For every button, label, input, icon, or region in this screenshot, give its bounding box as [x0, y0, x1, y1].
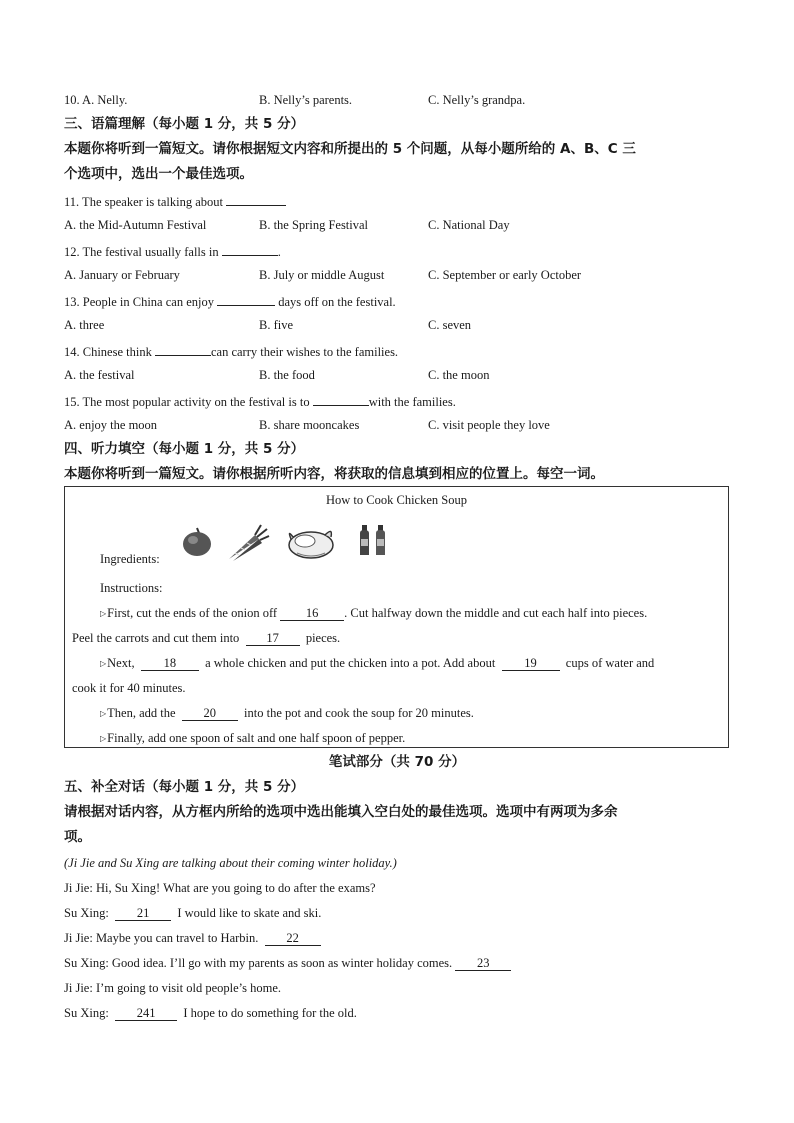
blank-22: 22	[265, 931, 321, 946]
q11-option-a: A. the Mid-Autumn Festival	[64, 218, 207, 232]
instructions-label: Instructions:	[100, 581, 163, 595]
question-11: 11. The speaker is talking about	[64, 192, 286, 210]
q14-option-b: B. the food	[259, 368, 315, 382]
q12-option-a: A. January or February	[64, 268, 180, 282]
dialogue-line: Ji Jie: Hi, Su Xing! What are you going to do after the exams?	[64, 881, 376, 895]
chicken-icon	[285, 523, 337, 561]
blank-19: 19	[502, 656, 560, 671]
answer-blank	[313, 392, 369, 406]
q13-option-a: A. three	[64, 318, 105, 332]
blank-21: 21	[115, 906, 171, 921]
dialogue-line: Su Xing: 241 I hope to do something for the old.	[64, 1006, 357, 1020]
answer-blank	[226, 192, 286, 206]
onion-icon	[180, 525, 214, 559]
q10-option-c: C. Nelly’s grandpa.	[428, 93, 526, 107]
answer-blank	[222, 242, 278, 256]
blank-20: 20	[182, 706, 238, 721]
blank-18: 18	[141, 656, 199, 671]
q14-option-a: A. the festival	[64, 368, 135, 382]
q12-option-c: C. September or early October	[428, 268, 582, 282]
recipe-title: How to Cook Chicken Soup	[326, 493, 467, 507]
answer-blank	[155, 342, 211, 356]
blank-24: 241	[115, 1006, 177, 1021]
question-14: 14. Chinese think can carry their wishes to the families.	[64, 342, 398, 360]
part3-heading: 三、语篇理解（每小题 1 分，共 5 分）	[64, 116, 305, 132]
q10-option-b: B. Nelly’s parents.	[259, 93, 353, 107]
dialogue-line: Su Xing: 21 I would like to skate and ski.	[64, 906, 322, 920]
part5-heading: 五、补全对话（每小题 1 分，共 5 分）	[64, 779, 305, 795]
recipe-box	[64, 486, 729, 748]
written-part-heading: 笔试部分（共 70 分）	[328, 754, 466, 770]
blank-23: 23	[455, 956, 511, 971]
part5-instruction-line1: 请根据对话内容，从方框内所给的选项中选出能填入空白处的最佳选项。选项中有两项为多余	[64, 804, 618, 820]
part3-instruction-line1: 本题你将听到一篇短文。请你根据短文内容和所提出的 5 个问题，从每小题所给的 A、B、C 三	[64, 141, 636, 157]
dialogue-line: Ji Jie: Maybe you can travel to Harbin. 22	[64, 930, 321, 946]
answer-blank	[217, 292, 275, 306]
bottles-icon	[357, 523, 391, 557]
q11-option-c: C. National Day	[428, 218, 510, 232]
q13-option-b: B. five	[259, 318, 294, 332]
part4-heading: 四、听力填空（每小题 1 分，共 5 分）	[64, 441, 305, 457]
dialogue-context: (Ji Jie and Su Xing are talking about their coming winter holiday.)	[64, 856, 397, 870]
triangle-bullet-icon: ▷	[100, 609, 107, 618]
q13-option-c: C. seven	[428, 318, 472, 332]
blank-16: 16	[280, 606, 344, 621]
instruction-step2: ▷Next, 18 a whole chicken and put the chicken into a pot. Add about 19 cups of water and	[100, 656, 655, 670]
instruction-step1: ▷First, cut the ends of the onion off 16 . Cut halfway down the middle and cut each half into pieces.	[100, 606, 648, 620]
triangle-bullet-icon: ▷	[100, 709, 107, 718]
part4-instruction: 本题你将听到一篇短文。请你根据所听内容，将获取的信息填到相应的位置上。每空一词。	[64, 466, 604, 482]
q14-option-c: C. the moon	[428, 368, 490, 382]
q15-option-a: A. enjoy the moon	[64, 418, 158, 432]
part3-instruction-line2: 个选项中，选出一个最佳选项。	[64, 166, 253, 182]
q11-option-b: B. the Spring Festival	[259, 218, 369, 232]
instruction-step1-cont: Peel the carrots and cut them into 17 pieces.	[72, 631, 341, 645]
question-15: 15. The most popular activity on the festival is to with the families.	[64, 392, 456, 410]
question-13: 13. People in China can enjoy days off on the festival.	[64, 292, 396, 310]
instruction-step2-cont: cook it for 40 minutes.	[72, 681, 186, 695]
part5-instruction-line2: 项。	[64, 829, 91, 845]
instruction-step4: ▷Finally, add one spoon of salt and one half spoon of pepper.	[100, 731, 406, 745]
q15-option-b: B. share mooncakes	[259, 418, 360, 432]
instruction-step3: ▷Then, add the 20 into the pot and cook the soup for 20 minutes.	[100, 706, 474, 720]
blank-17: 17	[246, 631, 300, 646]
triangle-bullet-icon: ▷	[100, 659, 107, 668]
q15-option-c: C. visit people they love	[428, 418, 550, 432]
carrot-icon	[225, 523, 271, 563]
q12-option-b: B. July or middle August	[259, 268, 385, 282]
q10-option-a: 10. A. Nelly.	[64, 93, 128, 107]
dialogue-line: Ji Jie: I’m going to visit old people’s home.	[64, 981, 281, 995]
question-12: 12. The festival usually falls in .	[64, 242, 281, 260]
dialogue-line: Su Xing: Good idea. I’ll go with my parents as soon as winter holiday comes. 23	[64, 955, 511, 971]
triangle-bullet-icon: ▷	[100, 734, 107, 743]
ingredients-label: Ingredients:	[100, 552, 160, 566]
